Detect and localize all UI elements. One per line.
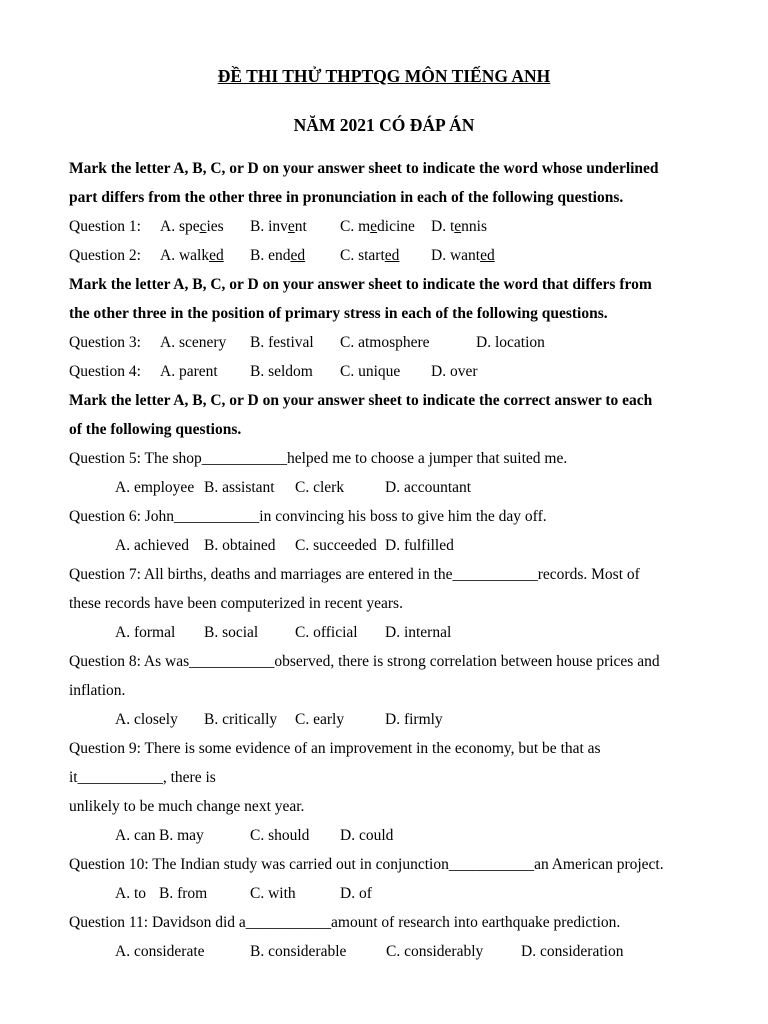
question-7-stem-line-1: Question 7: All births, deaths and marriages are entered in the___________records. Most of — [69, 566, 640, 583]
question-4-label: Question 4: — [69, 363, 141, 380]
question-8-stem-line-2: inflation. — [69, 682, 126, 699]
question-6-options — [115, 535, 675, 557]
question-9-stem-line-3: unlikely to be much change next year. — [69, 798, 305, 815]
question-9-stem-line-2: it___________, there is — [69, 769, 216, 786]
question-9-options — [115, 825, 675, 847]
question-8-options — [115, 709, 675, 731]
question-11-stem: Question 11: Davidson did a___________amount of research into earthquake prediction. — [69, 914, 621, 931]
instruction-correct-line-2: of the following questions. — [69, 421, 242, 438]
question-2-option-d[interactable]: D. wanted — [431, 247, 495, 264]
question-8-option-d[interactable]: D. firmly — [385, 711, 443, 728]
question-11-option-a[interactable]: A. considerate — [115, 943, 205, 960]
underlined-sound: ed — [480, 247, 495, 264]
exam-title: ĐỀ THI THỬ THPTQG MÔN TIẾNG ANH — [217, 66, 551, 86]
question-11-options — [115, 941, 715, 963]
underlined-sound: e — [454, 218, 462, 235]
question-9-stem-line-1: Question 9: There is some evidence of an improvement in the economy, but be that as — [69, 740, 601, 757]
question-5-options — [115, 477, 675, 499]
question-1-option-b[interactable]: B. invent — [250, 218, 307, 235]
instruction-pronunciation-line-1: Mark the letter A, B, C, or D on your answer sheet to indicate the word whose underlined — [69, 160, 659, 177]
question-11-option-c[interactable]: C. considerably — [386, 943, 484, 960]
question-2-label: Question 2: — [69, 247, 141, 264]
question-1-option-a[interactable]: A. species — [160, 218, 224, 235]
underlined-sound: ed — [384, 247, 400, 264]
underlined-sound: ed — [290, 247, 306, 264]
question-3 — [69, 332, 719, 354]
instruction-stress-line-2: the other three in the position of primary stress in each of the following questions. — [69, 305, 608, 322]
question-10-option-d[interactable]: D. of — [340, 885, 372, 902]
question-10-stem: Question 10: The Indian study was carried out in conjunction___________an American project. — [69, 856, 664, 873]
question-9-option-d[interactable]: D. could — [340, 827, 394, 844]
question-2-option-b[interactable]: B. ended — [250, 247, 306, 264]
question-6-option-c[interactable]: C. succeeded — [295, 537, 377, 554]
question-4 — [69, 361, 719, 383]
question-7-option-a[interactable]: A. formal — [115, 624, 176, 641]
question-3-option-a[interactable]: A. scenery — [160, 334, 227, 351]
question-8-stem-line-1: Question 8: As was___________observed, there is strong correlation between house prices and — [69, 653, 660, 670]
question-5-option-c[interactable]: C. clerk — [295, 479, 345, 496]
question-11-option-d[interactable]: D. consideration — [521, 943, 624, 960]
question-11-option-b[interactable]: B. considerable — [250, 943, 347, 960]
question-6-option-b[interactable]: B. obtained — [204, 537, 276, 554]
question-8-option-a[interactable]: A. closely — [115, 711, 178, 728]
question-3-option-c[interactable]: C. atmosphere — [340, 334, 430, 351]
question-5-option-b[interactable]: B. assistant — [204, 479, 275, 496]
instruction-stress-line-1: Mark the letter A, B, C, or D on your answer sheet to indicate the word that differs from — [69, 276, 652, 293]
question-5-option-a[interactable]: A. employee — [115, 479, 195, 496]
question-7-option-c[interactable]: C. official — [295, 624, 358, 641]
instruction-correct-line-1: Mark the letter A, B, C, or D on your answer sheet to indicate the correct answer to each — [69, 392, 653, 409]
question-10-option-b[interactable]: B. from — [159, 885, 208, 902]
question-8-option-b[interactable]: B. critically — [204, 711, 278, 728]
question-9-option-b[interactable]: B. may — [159, 827, 204, 844]
question-7-options — [115, 622, 675, 644]
question-6-stem: Question 6: John___________in convincing his boss to give him the day off. — [69, 508, 547, 525]
question-10-options — [115, 883, 675, 905]
question-5-stem: Question 5: The shop___________helped me to choose a jumper that suited me. — [69, 450, 568, 467]
underlined-sound: c — [199, 218, 207, 235]
question-8-option-c[interactable]: C. early — [295, 711, 345, 728]
question-2-option-c[interactable]: C. started — [340, 247, 400, 264]
question-5-option-d[interactable]: D. accountant — [385, 479, 472, 496]
question-7-option-b[interactable]: B. social — [204, 624, 259, 641]
question-1-label: Question 1: — [69, 218, 141, 235]
question-1-option-d[interactable]: D. tennis — [431, 218, 487, 235]
exam-subtitle: NĂM 2021 CÓ ĐÁP ÁN — [293, 115, 475, 135]
question-1-option-c[interactable]: C. medicine — [340, 218, 415, 235]
question-4-option-a[interactable]: A. parent — [160, 363, 218, 380]
question-9-option-c[interactable]: C. should — [250, 827, 310, 844]
underlined-sound: e — [370, 218, 378, 235]
question-10-option-c[interactable]: C. with — [250, 885, 296, 902]
question-7-stem-line-2: these records have been computerized in recent years. — [69, 595, 403, 612]
question-6-option-a[interactable]: A. achieved — [115, 537, 190, 554]
question-9-option-a[interactable]: A. can — [115, 827, 156, 844]
question-3-option-b[interactable]: B. festival — [250, 334, 314, 351]
question-3-option-d[interactable]: D. location — [476, 334, 545, 351]
instruction-pronunciation-line-2: part differs from the other three in pronunciation in each of the following questions. — [69, 189, 624, 206]
underlined-sound: ed — [209, 247, 224, 264]
question-6-option-d[interactable]: D. fulfilled — [385, 537, 454, 554]
question-2-option-a[interactable]: A. walked — [160, 247, 224, 264]
question-4-option-d[interactable]: D. over — [431, 363, 478, 380]
underlined-sound: e — [287, 218, 295, 235]
question-10-option-a[interactable]: A. to — [115, 885, 146, 902]
question-7-option-d[interactable]: D. internal — [385, 624, 452, 641]
question-3-label: Question 3: — [69, 334, 141, 351]
question-4-option-b[interactable]: B. seldom — [250, 363, 313, 380]
question-4-option-c[interactable]: C. unique — [340, 363, 401, 380]
question-1 — [69, 216, 719, 238]
question-2 — [69, 245, 719, 267]
